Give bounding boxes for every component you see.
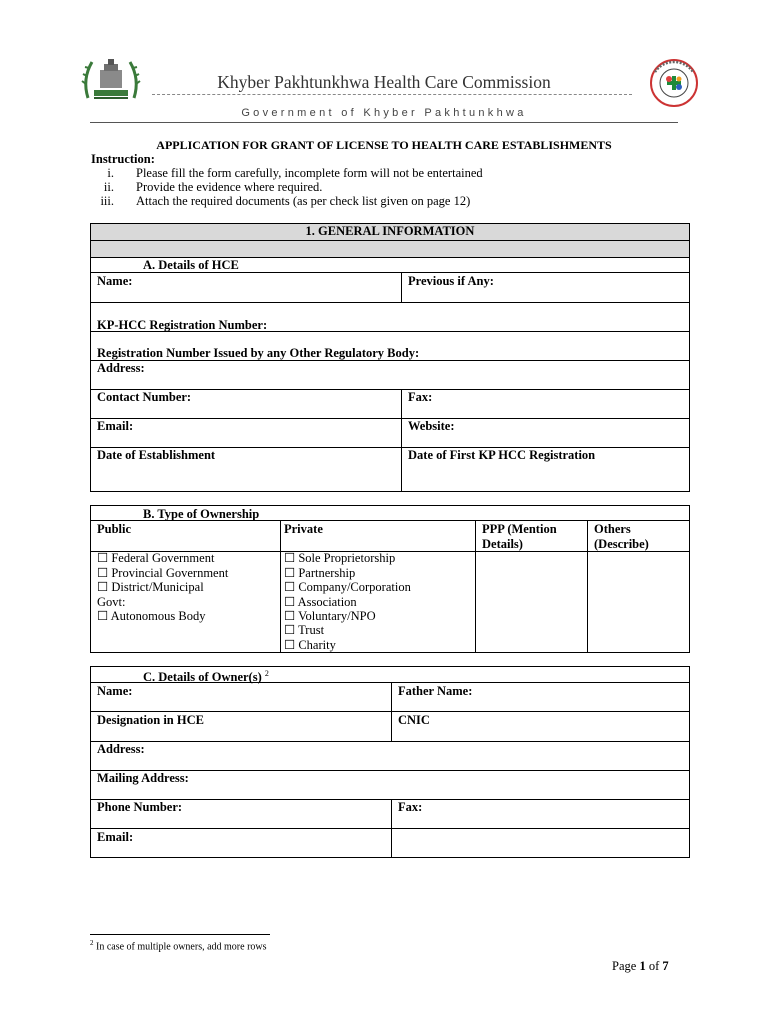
designation-label: Designation in HCE [97,713,204,727]
hce-fax-label: Fax: [408,390,433,404]
footnote-rule [90,934,270,935]
mailing-address-label: Mailing Address: [97,771,189,785]
row-divider [90,302,690,303]
website-label: Website: [408,419,455,433]
date-of-establishment-label: Date of Establishment [97,448,216,462]
owner-details-table [90,666,690,858]
row-divider [90,711,690,712]
page-separator: of [645,959,663,973]
hce-address-label: Address: [97,361,145,375]
row-divider [90,741,690,742]
current-page: 1 [639,959,646,973]
column-divider [401,389,402,492]
checkbox-district-municipal[interactable]: ☐ District/Municipal [97,580,204,594]
others-column-header: (Describe) [594,537,649,551]
footnote-reference: 2 [264,669,269,678]
page-number [612,959,669,974]
instruction-text: Please fill the form carefully, incomplete form will not be entertained [136,166,483,180]
previous-name-label: Previous if Any: [408,274,494,288]
row-divider [90,360,690,361]
instruction-number: ii. [103,180,114,194]
organization-title: Khyber Pakhtunkhwa Health Care Commission [217,72,551,92]
instruction-number: i. [107,166,114,180]
footnote-text: In case of multiple owners, add more rows [93,941,267,953]
column-divider [280,520,281,653]
others-column-header: Others [594,522,631,536]
column-divider [401,272,402,302]
instruction-text: Provide the evidence where required. [136,180,323,194]
private-column-header: Private [284,522,323,536]
public-column-header: Public [97,522,132,536]
form-title: APPLICATION FOR GRANT OF LICENSE TO HEALTH CARE ESTABLISHMENTS [156,138,612,152]
other-registration-label: Registration Number Issued by any Other Regulatory Body: [97,346,420,360]
checkbox-trust[interactable]: ☐ Trust [284,623,325,637]
footnote-mark: 2 [90,939,94,947]
checkbox-autonomous-body[interactable]: ☐ Autonomous Body [97,609,206,623]
row-divider [90,240,690,241]
row-divider [90,418,690,419]
row-divider [90,682,690,683]
instruction-heading: Instruction: [91,152,155,166]
section-a-heading: A. Details of HCE [143,258,239,272]
owner-name-label: Name: [97,684,133,698]
footnote [90,939,267,952]
page-prefix: Page [612,959,640,973]
checkbox-company-corporation[interactable]: ☐ Company/Corporation [284,580,411,594]
checkbox-label-continuation: Govt: [97,595,126,609]
header-dashed-divider [152,94,632,95]
contact-number-label: Contact Number: [97,390,192,404]
hce-email-label: Email: [97,419,134,433]
checkbox-federal-government[interactable]: ☐ Federal Government [97,551,215,565]
header-rule [90,122,678,123]
ppp-column-header: Details) [482,537,523,551]
row-divider [90,331,690,332]
owner-address-label: Address: [97,742,145,756]
kp-hcc-registration-label: KP-HCC Registration Number: [97,318,268,332]
ppp-column-header: PPP (Mention [482,522,557,536]
column-divider [587,520,588,653]
shaded-spacer-row [91,241,689,257]
section-b-heading: B. Type of Ownership [143,507,260,521]
checkbox-sole-proprietorship[interactable]: ☐ Sole Proprietorship [284,551,396,565]
cnic-label: CNIC [398,713,430,727]
row-divider [90,272,690,273]
owner-email-label: Email: [97,830,134,844]
checkbox-voluntary-npo[interactable]: ☐ Voluntary/NPO [284,609,376,623]
total-pages: 7 [662,959,669,973]
column-divider [475,520,476,653]
phone-number-label: Phone Number: [97,800,183,814]
row-divider [90,520,690,521]
checkbox-partnership[interactable]: ☐ Partnership [284,566,356,580]
general-info-heading: 1. GENERAL INFORMATION [305,224,475,238]
checkbox-provincial-government[interactable]: ☐ Provincial Government [97,566,229,580]
government-subtitle: Government of Khyber Pakhtunkhwa [241,107,527,119]
checkbox-association[interactable]: ☐ Association [284,595,357,609]
checkbox-charity[interactable]: ☐ Charity [284,638,336,652]
section-c-heading: C. Details of Owner(s) $^2$ [143,669,269,685]
owner-fax-label: Fax: [398,800,423,814]
instruction-number: iii. [100,194,114,208]
father-name-label: Father Name: [398,684,473,698]
hce-name-label: Name: [97,274,133,288]
row-divider [90,828,690,829]
date-of-first-registration-label: Date of First KP HCC Registration [408,448,596,462]
instruction-text: Attach the required documents (as per check list given on page 12) [136,194,471,208]
